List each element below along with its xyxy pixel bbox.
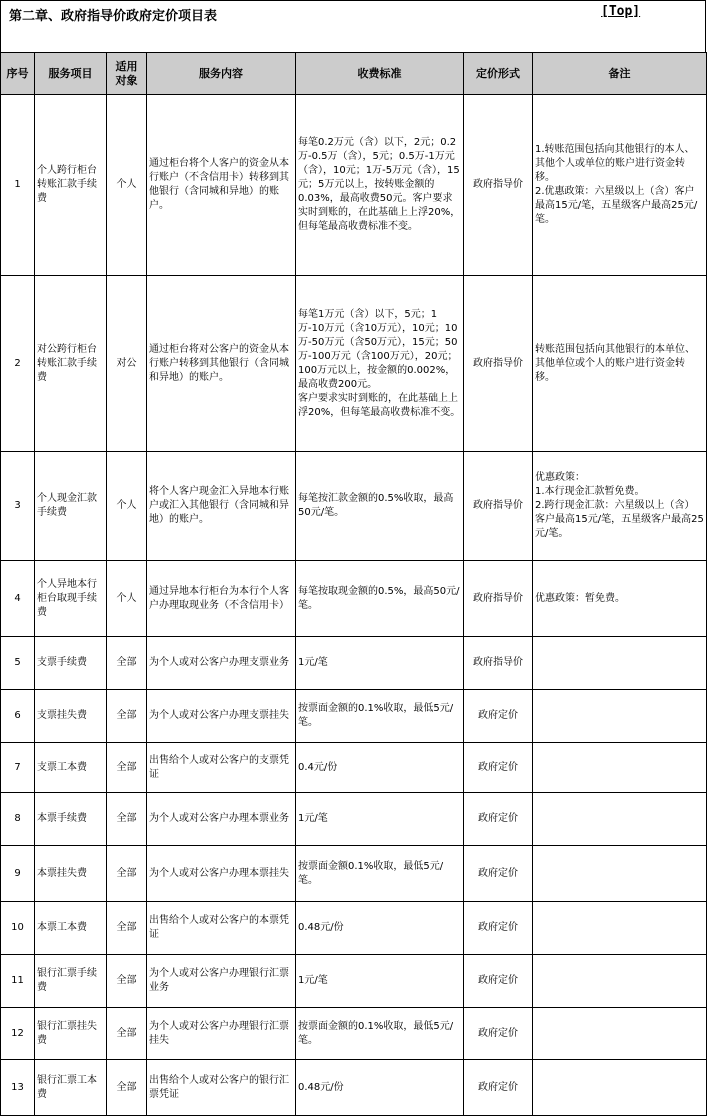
cell-object: 对公 [107,276,147,452]
cell-content: 出售给个人或对公客户的支票凭证 [147,743,296,793]
cell-item: 个人异地本行柜台取现手续费 [35,561,107,637]
cell-fee: 按票面金额的0.1%收取，最低5元/笔。 [296,690,464,743]
cell-fee: 按票面金额的0.1%收取，最低5元/笔。 [296,1008,464,1060]
cell-fee: 1元/笔 [296,793,464,846]
cell-content: 通过异地本行柜台为本行个人客户办理取现业务（不含信用卡） [147,561,296,637]
cell-form: 政府指导价 [464,452,533,561]
cell-fee: 按票面金额0.1%收取，最低5元/笔。 [296,846,464,902]
cell-fee: 0.4元/份 [296,743,464,793]
cell-content: 出售给个人或对公客户的银行汇票凭证 [147,1060,296,1116]
cell-note [533,1008,707,1060]
cell-content: 为个人或对公客户办理银行汇票挂失 [147,1008,296,1060]
cell-item: 本票手续费 [35,793,107,846]
cell-content: 为个人或对公客户办理银行汇票业务 [147,955,296,1008]
cell-index: 4 [1,561,35,637]
cell-index: 13 [1,1060,35,1116]
table-row [1,276,707,452]
cell-index: 2 [1,276,35,452]
cell-fee: 每笔按汇款金额的0.5%收取，最高50元/笔。 [296,452,464,561]
cell-fee: 每笔按取现金额的0.5%，最高50元/笔。 [296,561,464,637]
cell-content: 为个人或对公客户办理本票业务 [147,793,296,846]
top-link[interactable]: [Top] [601,4,641,19]
cell-object: 全部 [107,902,147,955]
cell-item: 支票工本费 [35,743,107,793]
header-content: 服务内容 [147,53,296,95]
table-row [1,902,707,955]
cell-note [533,743,707,793]
header-item: 服务项目 [35,53,107,95]
cell-object: 全部 [107,1060,147,1116]
cell-item: 银行汇票挂失费 [35,1008,107,1060]
cell-form: 政府指导价 [464,276,533,452]
cell-form: 政府指导价 [464,561,533,637]
cell-form: 政府定价 [464,793,533,846]
table-row [1,846,707,902]
table-row [1,95,707,276]
page-title: 第二章、政府指导价政府定价项目表 [9,9,218,24]
cell-form: 政府定价 [464,955,533,1008]
cell-content: 通过柜台将对公客户的资金从本行账户转移到其他银行（含同城和异地）的账户。 [147,276,296,452]
table-row [1,793,707,846]
cell-note [533,1060,707,1116]
cell-index: 6 [1,690,35,743]
cell-form: 政府定价 [464,743,533,793]
cell-object: 个人 [107,95,147,276]
fee-table [0,52,707,1116]
cell-note [533,690,707,743]
cell-item: 个人跨行柜台转账汇款手续费 [35,95,107,276]
cell-index: 1 [1,95,35,276]
table-row [1,637,707,690]
cell-note [533,793,707,846]
cell-index: 10 [1,902,35,955]
header-index: 序号 [1,53,35,95]
cell-item: 银行汇票工本费 [35,1060,107,1116]
cell-form: 政府指导价 [464,95,533,276]
cell-content: 为个人或对公客户办理支票业务 [147,637,296,690]
header-fee: 收费标准 [296,53,464,95]
cell-note [533,902,707,955]
cell-object: 全部 [107,846,147,902]
cell-item: 本票工本费 [35,902,107,955]
cell-object: 全部 [107,1008,147,1060]
cell-note: 优惠政策：暂免费。 [533,561,707,637]
cell-fee: 0.48元/份 [296,1060,464,1116]
cell-fee: 每笔1万元（含）以下，5元；1万-10万元（含10万元），10元；10万-50万元（含50万元），15元；50万-100万元（含100万元），20元；100万元以上，按金额的0.002%，最高收费200元。 客户要求实时到账的，在此基础上上浮20%，但每笔最高收费标准不变。 [296,276,464,452]
cell-note [533,637,707,690]
cell-index: 12 [1,1008,35,1060]
cell-object: 全部 [107,637,147,690]
table-body [1,95,707,1116]
cell-index: 5 [1,637,35,690]
header-note: 备注 [533,53,707,95]
header-object: 适用对象 [107,53,147,95]
cell-content: 为个人或对公客户办理本票挂失 [147,846,296,902]
cell-object: 全部 [107,955,147,1008]
cell-form: 政府指导价 [464,637,533,690]
cell-form: 政府定价 [464,1060,533,1116]
cell-object: 全部 [107,743,147,793]
table-row [1,690,707,743]
cell-note: 转账范围包括向其他银行的本单位、其他单位或个人的账户进行资金转移。 [533,276,707,452]
cell-content: 出售给个人或对公客户的本票凭证 [147,902,296,955]
cell-index: 11 [1,955,35,1008]
table-row [1,452,707,561]
cell-fee: 每笔0.2万元（含）以下，2元；0.2万-0.5万（含），5元；0.5万-1万元（含），10元；1万-5万元（含），15元；5万元以上，按转账金额的0.03%，最高收费50元。客户要求实时到账的，在此基础上上浮20%，但每笔最高收费标准不变。 [296,95,464,276]
cell-fee: 1元/笔 [296,955,464,1008]
cell-fee: 0.48元/份 [296,902,464,955]
cell-note [533,955,707,1008]
cell-form: 政府定价 [464,902,533,955]
cell-object: 全部 [107,690,147,743]
cell-index: 3 [1,452,35,561]
cell-item: 个人现金汇款手续费 [35,452,107,561]
cell-item: 支票手续费 [35,637,107,690]
cell-index: 8 [1,793,35,846]
table-row [1,1008,707,1060]
cell-note [533,846,707,902]
cell-item: 本票挂失费 [35,846,107,902]
cell-form: 政府定价 [464,1008,533,1060]
cell-note: 1.转账范围包括向其他银行的本人、其他个人或单位的账户进行资金转移。 2.优惠政策：六星级以上（含）客户最高15元/笔，五星级客户最高25元/笔。 [533,95,707,276]
table-row [1,1060,707,1116]
cell-item: 支票挂失费 [35,690,107,743]
cell-content: 通过柜台将个人客户的资金从本行账户（不含信用卡）转移到其他银行（含同城和异地）的账户。 [147,95,296,276]
cell-content: 将个人客户现金汇入异地本行账户或汇入其他银行（含同城和异地）的账户。 [147,452,296,561]
table-row [1,561,707,637]
cell-content: 为个人或对公客户办理支票挂失 [147,690,296,743]
table-row [1,955,707,1008]
header-form: 定价形式 [464,53,533,95]
table-header-row [1,53,707,95]
table-row [1,743,707,793]
cell-form: 政府定价 [464,690,533,743]
cell-object: 全部 [107,793,147,846]
cell-index: 7 [1,743,35,793]
cell-index: 9 [1,846,35,902]
cell-item: 银行汇票手续费 [35,955,107,1008]
cell-note: 优惠政策： 1.本行现金汇款暂免费。 2.跨行现金汇款：六星级以上（含）客户最高15元/笔，五星级客户最高25元/笔。 [533,452,707,561]
cell-object: 个人 [107,561,147,637]
title-bar [0,0,706,52]
cell-fee: 1元/笔 [296,637,464,690]
cell-object: 个人 [107,452,147,561]
cell-form: 政府定价 [464,846,533,902]
cell-item: 对公跨行柜台转账汇款手续费 [35,276,107,452]
